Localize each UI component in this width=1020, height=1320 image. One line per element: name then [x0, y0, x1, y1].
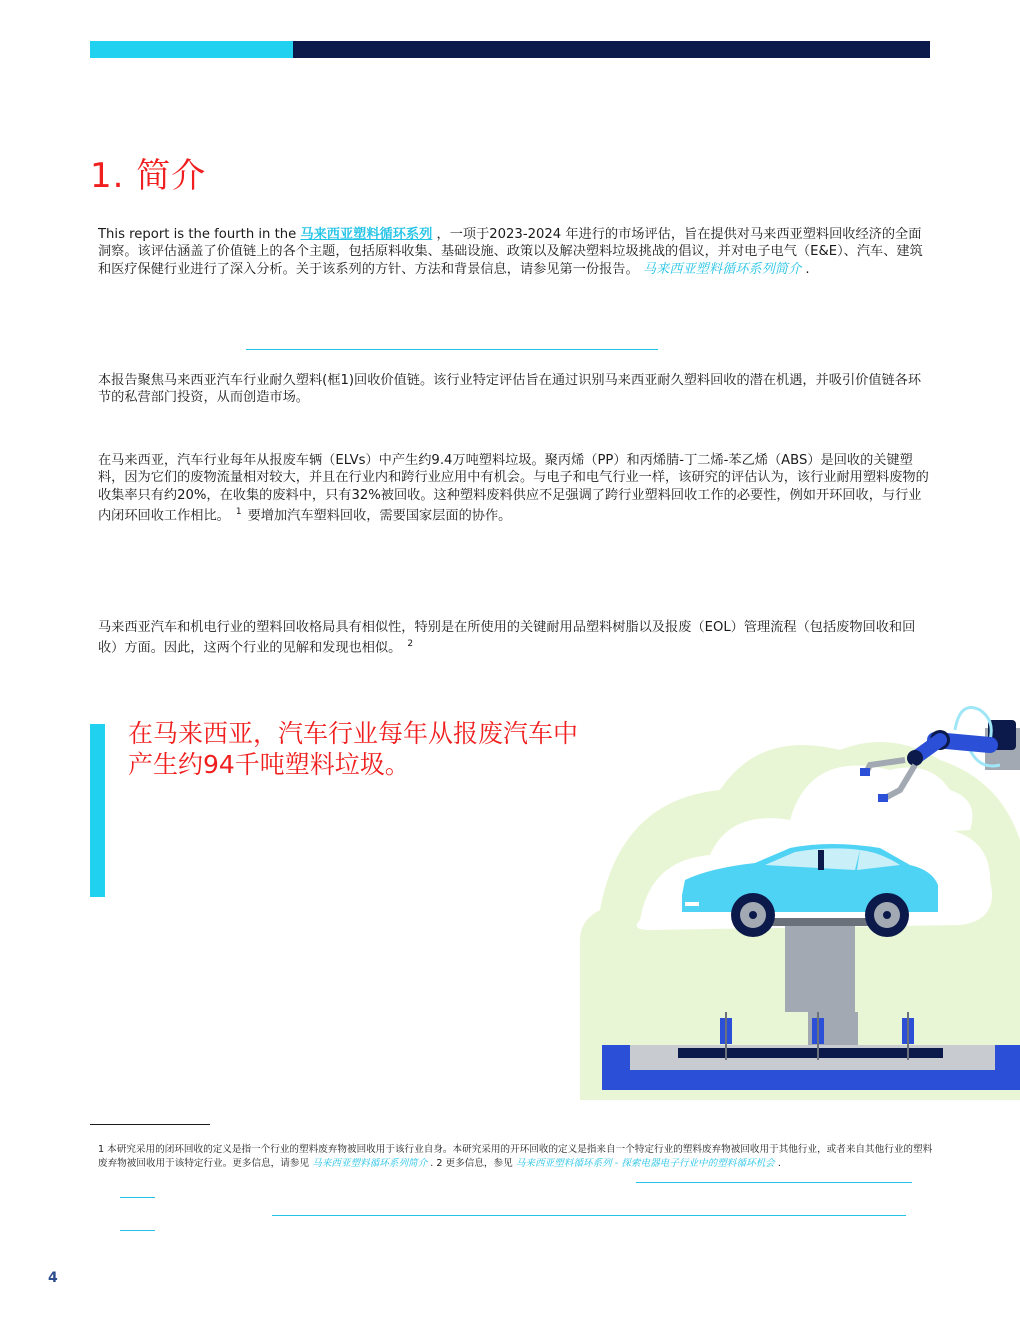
- elv-paragraph: [98, 452, 932, 525]
- intro-text-body: ，一项于2023-2024 年进行的市场评估，旨在提供对马来西亚塑料回收经济的全面洞察。该评估涵盖了价值链上的各个主题，包括原料收集、基础设施、政策以及解决塑料垃圾挑战的倡议，并对电子电气（E&E）、汽车、建筑和医疗保健行业进行了深入分析。关于该系列的方针、方法和背景信息，请参见第一份报告。: [98, 227, 923, 277]
- section-title: 1. 简介: [90, 156, 207, 196]
- pull-quote: 在马来西亚，汽车行业每年从报废汽车中产生约94千吨塑料垃圾。: [128, 719, 579, 779]
- page-number: 4: [48, 1270, 58, 1286]
- footnote-short-line-1: [120, 1197, 155, 1198]
- header-accent-bar: [90, 41, 293, 58]
- elv-text-end: 要增加汽车塑料回收，需要国家层面的协作。: [247, 508, 512, 524]
- footnote-text-2: . 2 更多信息，参见: [427, 1158, 516, 1169]
- footnote-ref-1[interactable]: 1: [235, 506, 242, 517]
- footnote-long-line: [272, 1215, 906, 1216]
- intro-text-end: .: [801, 261, 810, 277]
- divider-line: [246, 349, 658, 350]
- car-recycling-illustration: [560, 690, 1020, 1100]
- focus-paragraph: 本报告聚焦马来西亚汽车行业耐久塑料(框1)回收价值链。该行业特定评估旨在通过识别马来西亚耐久塑料回收的潜在机遇，并吸引价值链各环节的私营部门投资，从而创造市场。: [98, 373, 922, 406]
- footnote-link-1[interactable]: 马来西亚塑料循环系列简介: [312, 1158, 428, 1169]
- footnote-link-2[interactable]: 马来西亚塑料循环系列 - 探索电器电子行业中的塑料循环机会: [515, 1158, 775, 1169]
- similarity-paragraph: [98, 619, 932, 657]
- series-link[interactable]: 马来西亚塑料循环系列: [300, 227, 433, 242]
- pull-quote-bar: [90, 724, 105, 897]
- footnote-text-3: .: [774, 1158, 781, 1169]
- elv-text: 在马来西亚，汽车行业每年从报废车辆（ELVs）中产生约9.4万吨塑料垃圾。聚丙烯（PP）和丙烯腈-丁二烯-苯乙烯（ABS）是回收的关键塑料，因为它们的废物流量相对较大，并且在行业内和跨行业应用中有机会。与电子和电气行业一样，该研究的评估认为，该行业耐用塑料废物的收集率只有约20%，在收集的废料中，只有32%被回收。这种塑料废料供应不足强调了跨行业塑料回收工作的必要性，例如开环回收，与行业内闭环回收工作相比。: [98, 453, 929, 524]
- footnotes: [98, 1143, 934, 1171]
- header-navy-bar: [293, 41, 930, 58]
- footnote-link-underline: [636, 1182, 912, 1183]
- footnote-short-line-2: [120, 1230, 155, 1231]
- intro-paragraph: [98, 226, 932, 278]
- intro-text-start: This report is the fourth in the: [98, 227, 301, 242]
- footnote-text-1: 1 本研究采用的闭环回收的定义是指一个行业的塑料废弃物被回收用于该行业自身。本研究采用的开环回收的定义是指来自一个特定行业的塑料废弃物被回收用于其他行业，或者来自其他行业的塑料废弃物被回收用于该特定行业。更多信息，请参见: [98, 1144, 933, 1169]
- footnote-ref-2[interactable]: 2: [407, 639, 414, 650]
- similarity-text: 马来西亚汽车和机电行业的塑料回收格局具有相似性，特别是在所使用的关键耐用品塑料树脂以及报废（EOL）管理流程（包括废物回收和回收）方面。因此，这两个行业的见解和发现也相似。: [98, 620, 916, 656]
- footnote-rule: [90, 1124, 210, 1125]
- series-intro-link[interactable]: 马来西亚塑料循环系列简介: [642, 261, 802, 277]
